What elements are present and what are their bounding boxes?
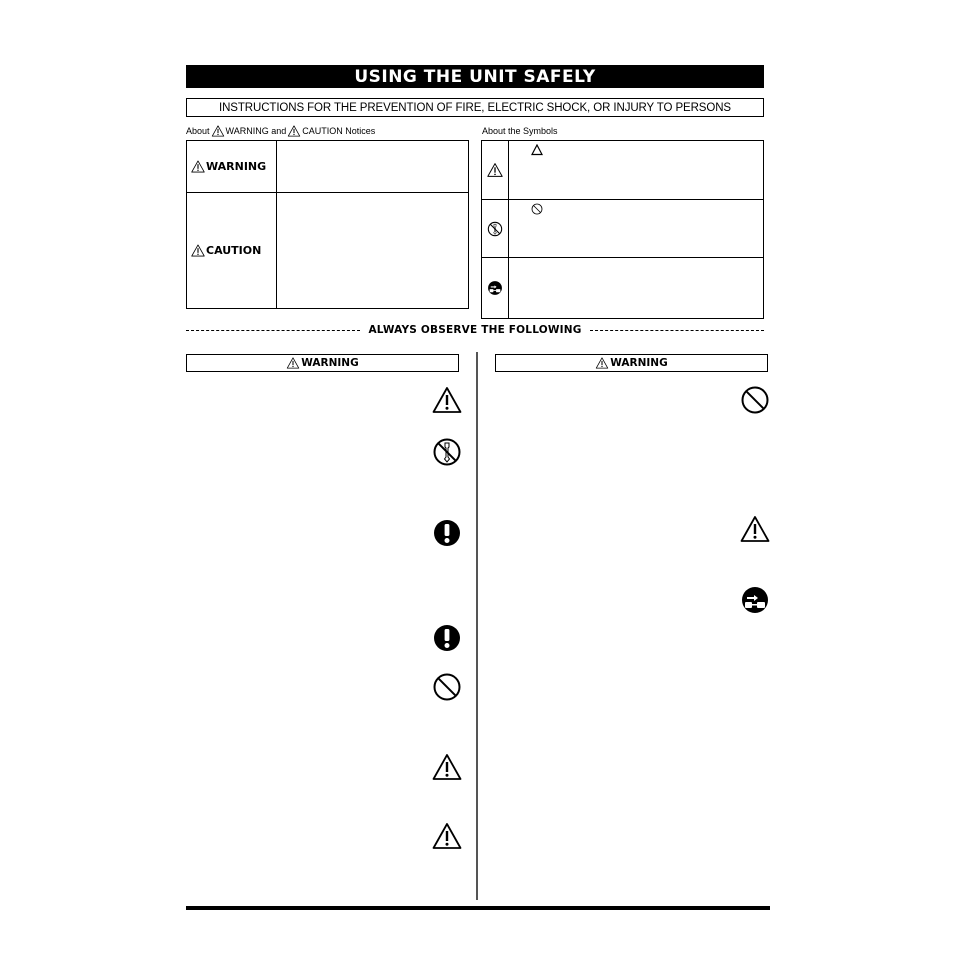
symbol-cell-unplug [482,258,509,318]
notices-caption-caution: CAUTION Notices [302,126,376,136]
caution-triangle-icon [432,822,462,850]
unplug-icon [487,280,503,296]
column-divider [476,352,478,900]
symbol-row-mandatory [482,258,763,318]
symbols-table [481,140,764,319]
prohibited-icon [740,385,770,415]
caution-triangle-icon [191,244,205,257]
caution-triangle-icon [432,753,462,781]
caution-triangle-icon [487,162,503,178]
warning-label-text: WARNING [206,160,267,173]
warning-triangle-icon [211,125,225,137]
always-observe-divider [186,321,764,339]
notice-row-caution [187,193,468,308]
notices-caption-warning: WARNING and [225,126,287,136]
prohibited-icon [531,203,543,215]
warning-header-right [495,354,768,372]
always-observe-text: ALWAYS OBSERVE THE FOLLOWING [368,324,582,336]
symbol-cell-disassemble [482,200,509,257]
do-not-disassemble-icon [487,221,503,237]
triangle-outline-icon [531,144,543,156]
notices-table [186,140,469,309]
mandatory-action-icon [432,623,462,653]
warning-triangle-icon [595,357,609,369]
symbols-caption: About the Symbols [482,126,558,136]
dashed-rule-left [186,330,360,331]
notice-label-warning [187,141,277,192]
symbol-row-prohibited [482,200,763,258]
mandatory-action-icon [432,518,462,548]
symbol-cell-triangle [482,141,509,199]
caution-triangle-icon [287,125,301,137]
symbol-row-triangle [482,141,763,200]
do-not-disassemble-icon [432,437,462,467]
warning-header-left-text: WARNING [301,357,359,369]
notice-label-caution [187,193,277,308]
warning-triangle-icon [191,160,205,173]
dashed-rule-right [590,330,764,331]
page-title: USING THE UNIT SAFELY [186,65,764,88]
caution-triangle-icon [432,386,462,414]
caution-label-text: CAUTION [206,244,262,257]
instructions-banner: INSTRUCTIONS FOR THE PREVENTION OF FIRE, ELECTRIC SHOCK, OR INJURY TO PERSONS [186,98,764,117]
notices-caption-prefix: About [186,126,210,136]
warning-triangle-icon [286,357,300,369]
warning-header-right-text: WARNING [610,357,668,369]
bottom-rule [186,906,770,910]
notice-row-warning [187,141,468,193]
notices-caption [186,124,375,138]
prohibited-icon [432,672,462,702]
unplug-icon [740,585,770,615]
caution-triangle-icon [740,515,770,543]
warning-header-left [186,354,459,372]
